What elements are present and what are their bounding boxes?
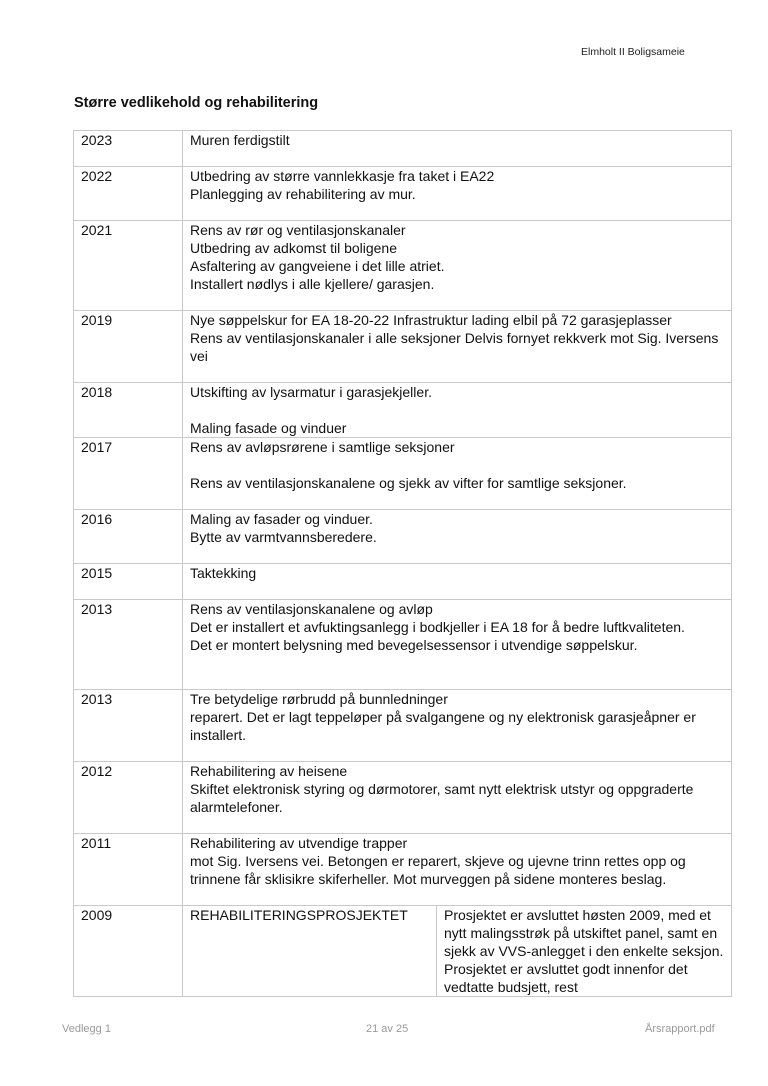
row-year: 2013: [74, 600, 183, 690]
description-line: Rehabilitering av heisene: [190, 763, 348, 779]
row-year: 2017: [74, 438, 183, 510]
description-line: Utbedring av adkomst til boligene: [190, 240, 398, 256]
description-line: Planlegging av rehabilitering av mur.: [190, 186, 416, 202]
table-row: [74, 221, 732, 311]
description-line: Installert nødlys i alle kjellere/ garasjen.: [190, 276, 435, 292]
row-description: [183, 167, 732, 221]
header-org: Elmholt II Boligsameie: [581, 46, 685, 58]
description-line: Utbedring av større vannlekkasje fra taket i EA22: [190, 168, 495, 184]
row-year: 2023: [74, 131, 183, 167]
row-year: 2018: [74, 383, 183, 438]
table-row: [74, 906, 732, 997]
description-line: Skiftet elektronisk styring og dørmotorer, samt nytt elektrisk utstyr og oppgraderte alarmtelefoner.: [190, 781, 694, 815]
row-year: 2016: [74, 510, 183, 564]
row-description: [183, 834, 732, 906]
table-row: [74, 834, 732, 906]
description-line: Maling av fasader og vinduer.: [190, 511, 373, 527]
table-row: [74, 690, 732, 762]
page-title: Større vedlikehold og rehabilitering: [74, 95, 319, 111]
row-year: 2012: [74, 762, 183, 834]
table-row: [74, 510, 732, 564]
row-year: 2019: [74, 311, 183, 383]
footer-filename: Årsrapport.pdf: [645, 1023, 715, 1035]
row-year: 2022: [74, 167, 183, 221]
description-line: Tre betydelige rørbrudd på bunnledninger: [190, 691, 448, 707]
row-year: 2015: [74, 564, 183, 600]
row-year: 2021: [74, 221, 183, 311]
row-description: [183, 690, 732, 762]
row-description: [183, 438, 732, 510]
table-row: [74, 600, 732, 690]
description-line: Rens av rør og ventilasjonskanaler: [190, 222, 406, 238]
description-line: Rehabilitering av utvendige trapper: [190, 835, 408, 851]
description-line: Nye søppelskur for EA 18-20-22 Infrastruktur lading elbil på 72 garasjeplasser: [190, 312, 672, 328]
description-line: Maling fasade og vinduer: [190, 420, 347, 436]
description-line: Det er montert belysning med bevegelsessensor i utvendige søppelskur.: [190, 637, 638, 653]
table-row: [74, 311, 732, 383]
description-line: Utskifting av lysarmatur i garasjekjeller.: [190, 384, 432, 400]
table-row: [74, 167, 732, 221]
description-line: reparert. Det er lagt teppeløper på svalgangene og ny elektronisk garasjeåpner er installert.: [190, 709, 696, 743]
row-description: [183, 600, 732, 690]
description-line: Rens av ventilasjonskanalene og sjekk av vifter for samtlige seksjoner.: [190, 475, 627, 491]
table-row: [74, 131, 732, 167]
description-line: Rens av avløpsrørene i samtlige seksjoner: [190, 439, 455, 455]
description-line: Rens av ventilasjonskanalene og avløp: [190, 601, 433, 617]
table-row: [74, 762, 732, 834]
table-row: [74, 438, 732, 510]
row-description: [183, 762, 732, 834]
row-year: 2009: [74, 906, 183, 997]
row-year: 2011: [74, 834, 183, 906]
table-row: [74, 564, 732, 600]
project-label: REHABILITERINGSPROSJEKTET: [183, 906, 437, 997]
line-gap: [190, 401, 725, 419]
description-line: Rens av ventilasjonskanaler i alle seksjoner Delvis fornyet rekkverk mot Sig. Iversens vei: [190, 330, 719, 364]
row-description: [183, 564, 732, 600]
table-row: [74, 383, 732, 438]
footer-attachment: Vedlegg 1: [62, 1023, 111, 1035]
footer-page-number: 21 av 25: [366, 1023, 409, 1035]
description-line: mot Sig. Iversens vei. Betongen er reparert, skjeve og ujevne trinn rettes opp og trinnene får sklisikre skiferheller. Mot murveggen på sidene monteres beslag.: [190, 853, 686, 887]
row-description: [183, 221, 732, 311]
project-description: Prosjektet er avsluttet høsten 2009, med et nytt malingsstrøk på utskiftet panel, samt en sjekk av VVS-anlegget i den enkelte seksjon. Prosjektet er avsluttet godt innenfor det vedtatte budsjett, rest: [437, 906, 732, 997]
row-year: 2013: [74, 690, 183, 762]
maintenance-table: [73, 130, 732, 997]
description-line: Asfaltering av gangveiene i det lille atriet.: [190, 258, 445, 274]
row-description: [183, 510, 732, 564]
description-line: Taktekking: [190, 565, 257, 581]
row-description: [183, 311, 732, 383]
row-description: [183, 383, 732, 438]
description-line: Det er installert et avfuktingsanlegg i bodkjeller i EA 18 for å bedre luftkvaliteten.: [190, 619, 685, 635]
line-gap: [190, 456, 725, 474]
description-line: Bytte av varmtvannsberedere.: [190, 529, 377, 545]
row-description: [183, 131, 732, 167]
description-line: Muren ferdigstilt: [190, 132, 290, 148]
